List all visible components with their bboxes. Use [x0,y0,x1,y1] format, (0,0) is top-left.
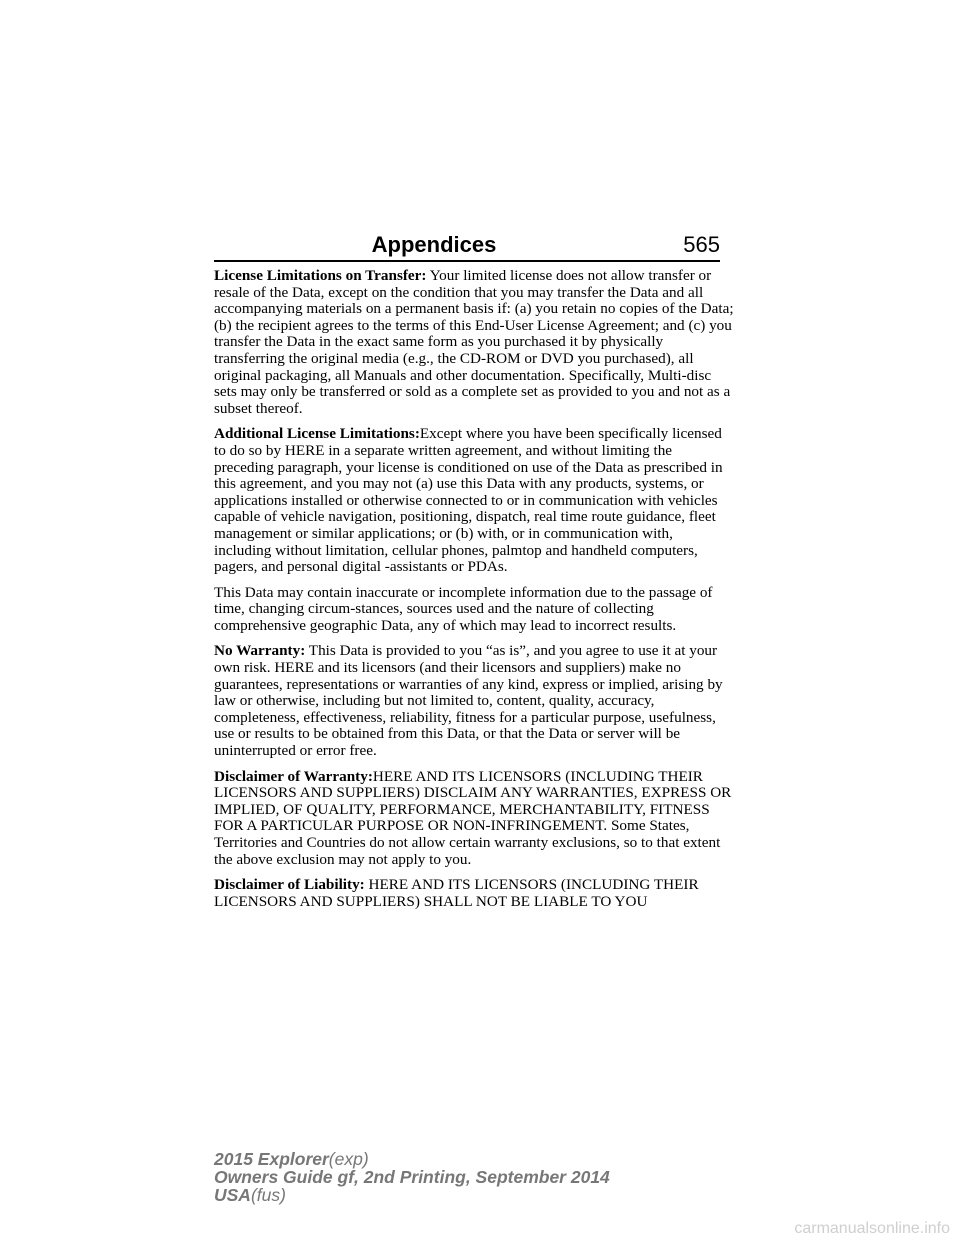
paragraph-no-warranty [214,643,734,759]
page-header [214,228,720,262]
paragraph-heading: Additional License Limitations: [214,425,420,443]
paragraph-heading: No Warranty: [214,642,306,660]
header-rule [214,260,720,262]
paragraph-text: This Data may contain inaccurate or incomplete information due to the passage of time, changing circum-stances, sources used and the nature of collecting comprehensive geographic Data, any of which may lead to incorrect results. [214,583,713,634]
paragraph-heading: Disclaimer of Warranty: [214,767,373,785]
footer-region-code: (fus) [250,1185,286,1205]
footer-edition: Owners Guide gf, 2nd Printing, September 2014 [214,1167,610,1187]
footer-line-model [214,1150,610,1168]
paragraph-text: HERE AND ITS LICENSORS (INCLUDING THEIR LICENSORS AND SUPPLIERS) SHALL NOT BE LIABLE TO YOU [214,876,699,910]
section-title: Appendices [371,232,497,257]
paragraph-heading: Disclaimer of Liability: [214,876,365,894]
paragraph-license-transfer [214,268,734,417]
page-number: 565 [683,232,720,257]
paragraph-text: Your limited license does not allow transfer or resale of the Data, except on the condition that you may transfer the Data and all accompanying materials on a permanent basis if: (a) you retain no copies of the Data; (b) the recipient agrees to the terms of this End-User License Agreement; and (c) you transfer the Data in the exact same form as you purchased it by physically transferring the original media (e.g., the CD-ROM or DVD you purchased), all original packaging, all Manuals and other documentation. Specifically, Multi-disc sets may only be transferred or sold as a complete set as provided to you and not as a subset thereof. [214,267,734,417]
paragraph-text: This Data is provided to you “as is”, and you agree to use it at your own risk. HERE and its licensors (and their licensors and suppliers) make no guarantees, representations or warranties of any kind, express or implied, arising by law or otherwise, including but not limited to, content, quality, accuracy, completeness, effectiveness, reliability, fitness for a particular purpose, usefulness, use or results to be obtained from this Data, or that the Data or server will be uninterrupted or error free. [214,642,723,760]
paragraph-additional-limitations [214,426,734,575]
body-text [214,268,734,919]
paragraph-heading: License Limitations on Transfer: [214,267,427,284]
paragraph-text: Except where you have been specifically licensed to do so by HERE in a separate written agreement, and without limiting the preceding paragraph, your license is conditioned on use of the Data as prescribed in this agreement, and you may not (a) use this Data with any products, systems, or applications installed or otherwise connected to or in communication with vehicles capable of vehicle navigation, positioning, dispatch, real time route guidance, fleet management or similar applications; or (b) with, or in communication with, including without limitation, cellular phones, palmtop and handheld computers, pagers, and personal digital -assistants or PDAs. [214,425,723,576]
footer-line-region [214,1186,610,1204]
paragraph-disclaimer-liability [214,877,734,910]
watermark: carmanualsonline.info [794,1220,950,1237]
paragraph-text: HERE AND ITS LICENSORS (INCLUDING THEIR LICENSORS AND SUPPLIERS) DISCLAIM ANY WARRANTIES, EXPRESS OR IMPLIED, OF QUALITY, PERFORMANCE, MERCHANTABILITY, FITNESS FOR A PARTICULAR PURPOSE OR NON-INFRINGEMENT. Some States, Territories and Countries do not allow certain warranty exclusions, so to that extent the above exclusion may not apply to you. [214,767,732,868]
footer-line-edition [214,1168,610,1186]
paragraph-disclaimer-warranty [214,769,734,869]
paragraph-inaccurate-data [214,585,734,635]
footer-model-code: (exp) [328,1149,369,1169]
footer-region: USA [214,1185,251,1205]
footer-model: 2015 Explorer [214,1149,329,1169]
page-footer [214,1150,610,1204]
